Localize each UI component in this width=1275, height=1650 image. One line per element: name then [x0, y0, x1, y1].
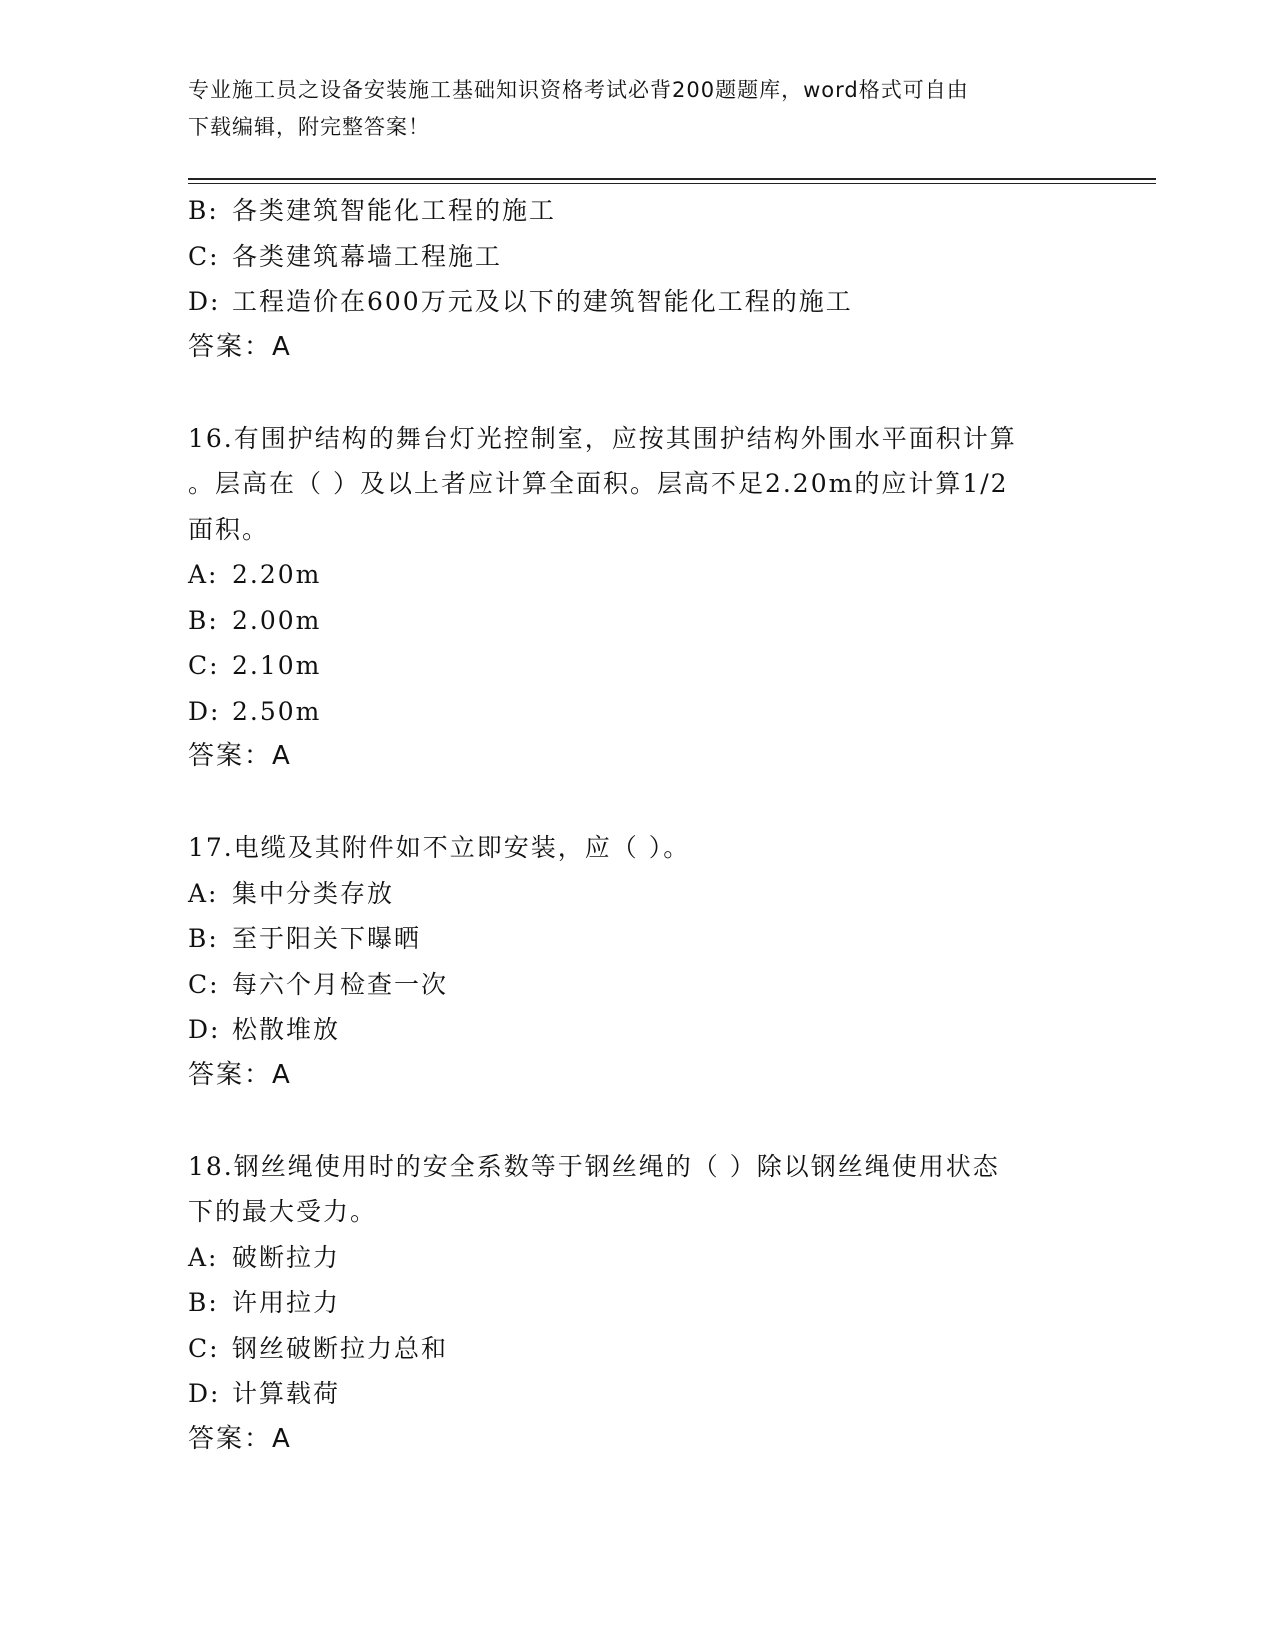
question-content: [188, 188, 1088, 1462]
option-line: [188, 1326, 1088, 1372]
answer-line: [188, 734, 1088, 780]
spacer: [188, 780, 1088, 826]
header-rule-thick: [188, 178, 1156, 180]
option-line: [188, 234, 1088, 280]
option-letter: C:: [188, 1333, 220, 1363]
answer-label: 答案：: [188, 1059, 273, 1090]
question-text-line: 。层高在（ ）及以上者应计算全面积。层高不足2.20m的应计算1/2: [188, 469, 1009, 498]
answer-line: [188, 1417, 1088, 1463]
option-line: [188, 643, 1088, 689]
option-line: [188, 188, 1088, 234]
option-line: [188, 916, 1088, 962]
option-line: [188, 598, 1088, 644]
option-line: [188, 962, 1088, 1008]
option-text: 2.20m: [232, 560, 322, 589]
spacer: [188, 1098, 1088, 1144]
answer-value: A: [272, 1423, 292, 1454]
answer-line: [188, 1053, 1088, 1099]
header-line-1: 专业施工员之设备安装施工基础知识资格考试必背200题题库，word格式可自由: [188, 78, 969, 102]
option-letter: B:: [188, 605, 219, 635]
option-text: 各类建筑智能化工程的施工: [232, 196, 557, 225]
answer-label: 答案：: [188, 741, 273, 771]
option-line: [188, 689, 1088, 735]
question-text-line: 16.有围护结构的舞台灯光控制室，应按其围护结构外围水平面积计算: [188, 423, 1017, 453]
option-letter: D:: [188, 287, 221, 316]
option-letter: A:: [188, 878, 219, 908]
option-text: 计算载荷: [232, 1379, 341, 1408]
option-line: [188, 1371, 1088, 1417]
option-text: 每六个月检查一次: [232, 969, 449, 999]
option-text: 2.50m: [232, 696, 322, 726]
option-letter: B:: [188, 1288, 219, 1317]
document-header: [188, 72, 1068, 146]
option-letter: D:: [188, 1015, 221, 1044]
prev-question-block: [188, 188, 1088, 370]
option-line: [188, 871, 1088, 917]
option-letter: A:: [188, 1242, 219, 1272]
option-letter: A:: [188, 560, 219, 589]
option-text: 2.00m: [232, 605, 322, 635]
option-text: 集中分类存放: [232, 878, 395, 908]
option-letter: C:: [188, 651, 220, 680]
answer-label: 答案：: [188, 331, 273, 362]
option-line: [188, 1007, 1088, 1053]
option-letter: B:: [188, 924, 219, 953]
option-line: [188, 279, 1088, 325]
header-rule-thin: [188, 183, 1156, 184]
option-letter: D:: [188, 696, 221, 726]
option-text: 2.10m: [232, 651, 322, 680]
option-letter: B:: [188, 196, 219, 225]
question-text-line: 下的最大受力。: [188, 1197, 378, 1226]
option-text: 工程造价在600万元及以下的建筑智能化工程的施工: [232, 287, 853, 316]
option-letter: C:: [188, 969, 220, 999]
option-line: [188, 1235, 1088, 1281]
option-letter: D:: [188, 1379, 221, 1408]
option-letter: C:: [188, 241, 220, 271]
option-text: 松散堆放: [232, 1015, 341, 1044]
option-text: 破断拉力: [232, 1242, 341, 1272]
option-text: 钢丝破断拉力总和: [232, 1333, 449, 1363]
answer-label: 答案：: [188, 1423, 273, 1454]
question-text-line: 17.电缆及其附件如不立即安装，应（ ）。: [188, 833, 691, 862]
answer-value: A: [272, 1059, 292, 1090]
option-text: 许用拉力: [232, 1288, 341, 1317]
answer-line: [188, 325, 1088, 371]
option-text: 至于阳关下曝晒: [232, 924, 422, 953]
question-16: [188, 416, 1088, 780]
question-text-line: 18.钢丝绳使用时的安全系数等于钢丝绳的（ ）除以钢丝绳使用状态: [188, 1151, 1000, 1181]
question-18: [188, 1144, 1088, 1463]
answer-value: A: [272, 741, 292, 771]
answer-value: A: [272, 331, 292, 362]
header-line-2: 下载编辑，附完整答案！: [188, 115, 430, 139]
spacer: [188, 370, 1088, 416]
question-text-line: 面积。: [188, 514, 270, 544]
option-line: [188, 552, 1088, 598]
option-line: [188, 1280, 1088, 1326]
question-17: [188, 825, 1088, 1098]
option-text: 各类建筑幕墙工程施工: [232, 241, 503, 271]
